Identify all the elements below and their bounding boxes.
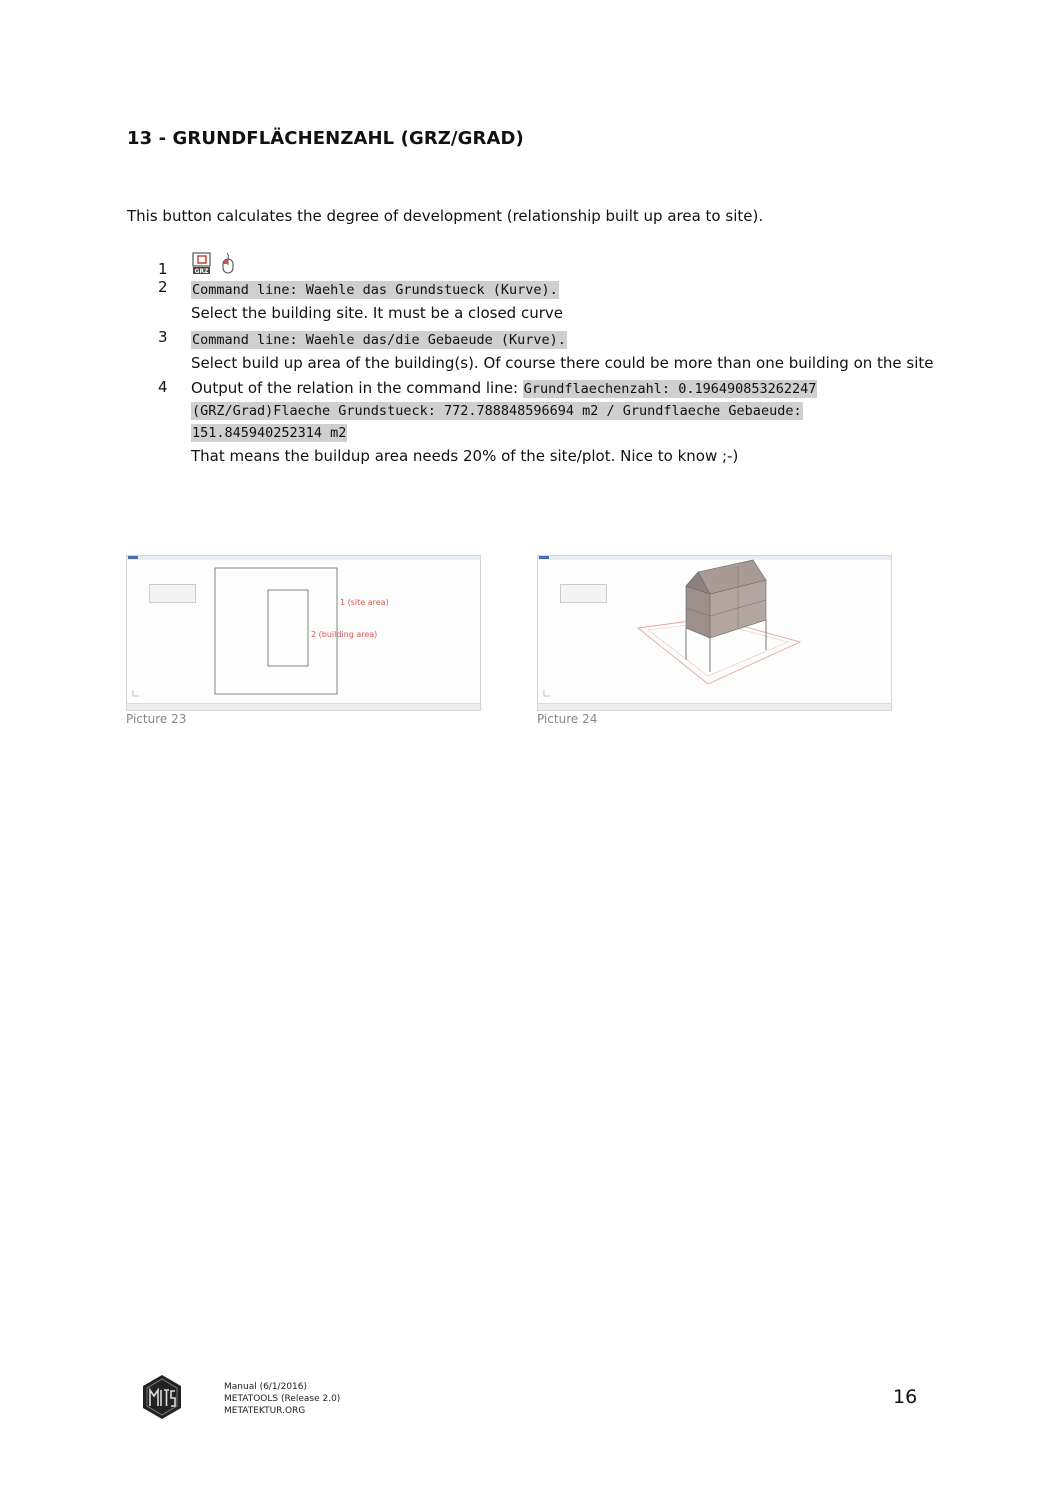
step-number: 2 [158,278,168,296]
output-prefix: Output of the relation in the command line: [191,379,523,397]
output-line-1: Grundflaechenzahl: 0.196490853262247 [523,381,817,397]
viewport-tabs [538,703,891,710]
step-description: That means the buildup area needs 20% of the site/plot. Nice to know ;-) [191,447,739,465]
picture-23-caption: Picture 23 [126,712,187,726]
steps-list [150,250,950,468]
step-1 [150,250,950,278]
command-line-text: Command line: Waehle das/die Gebaeude (Kurve). [192,332,566,348]
building-area-label: 2 (building area) [311,630,378,639]
footer-line-manual: Manual (6/1/2016) [224,1382,308,1392]
site-area-label: 1 (site area) [340,598,389,607]
footer-line-release: METATOOLS (Release 2.0) [224,1394,341,1404]
page-title: 13 - GRUNDFLÄCHENZAHL (GRZ/GRAD) [127,128,524,149]
step-number: 3 [158,328,168,346]
step-number: 1 [158,260,168,278]
step-3 [150,328,950,375]
output-line-2: (GRZ/Grad)Flaeche Grundstueck: 772.788848596694 m2 / Grundflaeche Gebaeude: [192,403,802,419]
svg-text:GRZ: GRZ [194,268,209,274]
viewport-tabs [127,703,480,710]
page-number: 16 [893,1386,918,1408]
step-2 [150,278,950,325]
picture-23-screenshot [126,555,481,711]
step-1-icons [191,250,950,274]
plan-drawing [127,556,480,710]
command-line-text: Command line: Waehle das Grundstueck (Kurve). [192,282,558,298]
picture-24-caption: Picture 24 [537,712,598,726]
output-line-3: 151.845940252314 m2 [192,425,347,441]
intro-text: This button calculates the degree of development (relationship built up area to site). [127,207,764,225]
step-4 [150,378,950,468]
step-description: Select build up area of the building(s). Of course there could be more than one building on the site [191,354,934,372]
picture-24-screenshot [537,555,892,711]
metatektur-logo-icon [141,1374,183,1420]
grz-button-icon [191,252,213,274]
perspective-drawing [538,556,891,710]
footer-text [224,1381,340,1417]
step-description: Select the building site. It must be a closed curve [191,304,563,322]
footer-line-site: METATEKTUR.ORG [224,1406,306,1416]
mouse-icon [221,252,235,274]
step-number: 4 [158,378,168,396]
